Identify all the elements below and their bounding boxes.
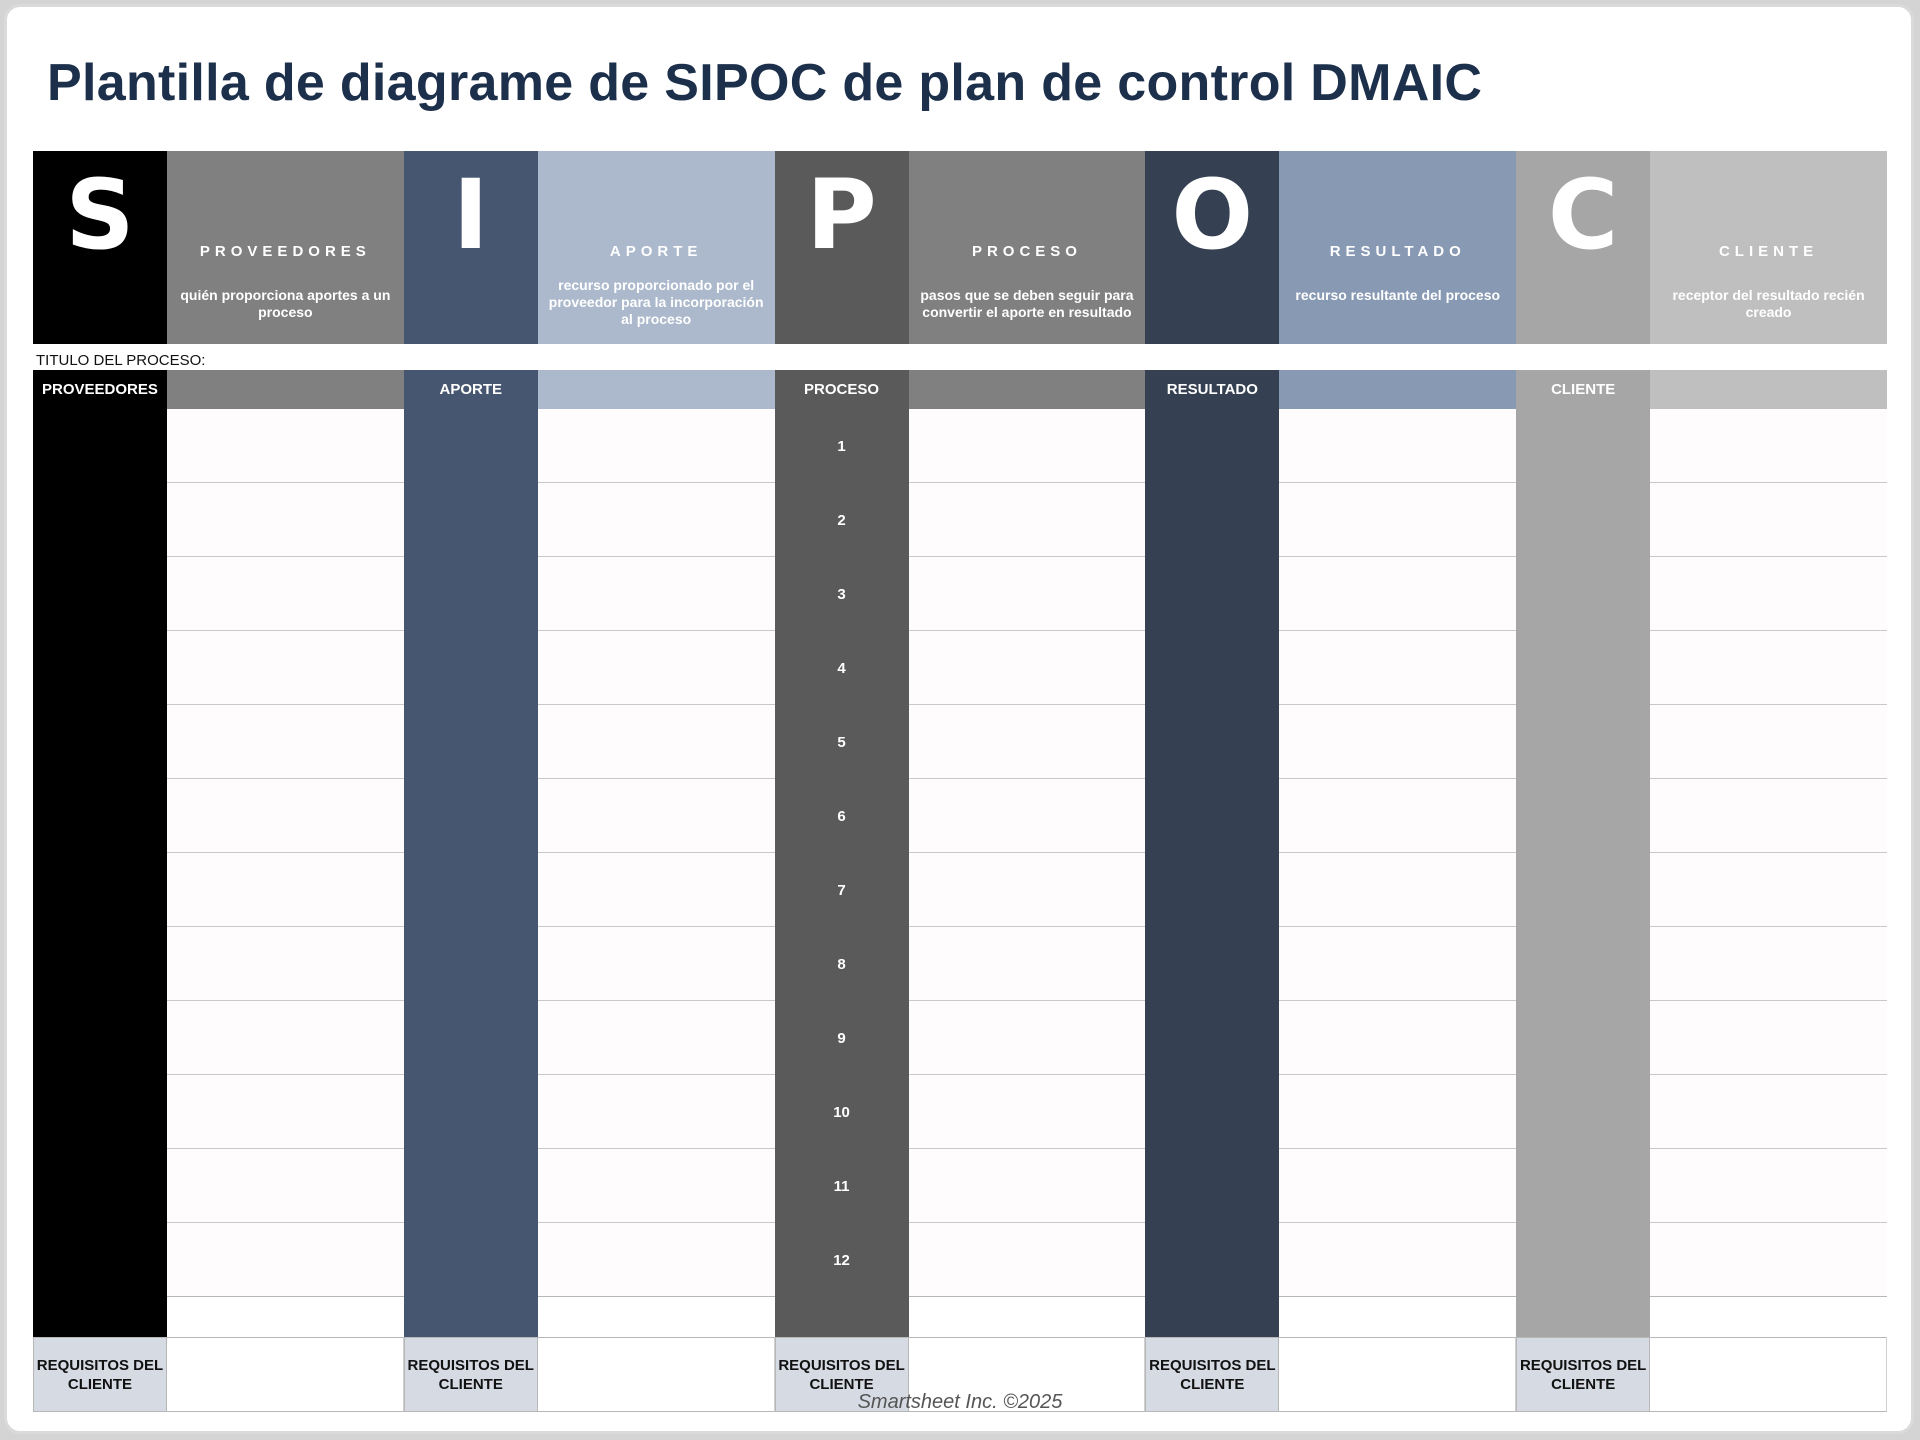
column-aporte: [404, 370, 538, 1412]
entry-cell[interactable]: [538, 1001, 775, 1075]
process-step-number: 7: [837, 881, 846, 899]
entry-cell[interactable]: [1650, 705, 1887, 779]
column-proceso: [775, 370, 909, 1412]
entry-cell[interactable]: [909, 1149, 1146, 1223]
column-body: [775, 409, 909, 1337]
entry-cell[interactable]: [909, 705, 1146, 779]
header-letter-p: P: [775, 151, 909, 344]
column-header: PROCESO: [775, 370, 909, 409]
entry-column-header: [538, 370, 775, 409]
process-step-number: 10: [833, 1103, 850, 1121]
entry-cell[interactable]: [1279, 927, 1516, 1001]
entry-column-header: [1279, 370, 1516, 409]
entry-column-header: [909, 370, 1146, 409]
column-resultado: [1145, 370, 1279, 1412]
header-label: CLIENTE: [1718, 243, 1819, 260]
column-header: APORTE: [404, 370, 538, 409]
header-description-proceso: [909, 151, 1146, 344]
process-title-label: TITULO DEL PROCESO:: [36, 352, 206, 369]
column-body: [1516, 409, 1650, 1337]
entry-column-resultado: [1279, 370, 1516, 1412]
entry-cell[interactable]: [167, 1075, 404, 1149]
entry-cell[interactable]: [909, 409, 1146, 483]
entry-cell[interactable]: [538, 557, 775, 631]
column-header: PROVEEDORES: [33, 370, 167, 409]
entry-cell[interactable]: [1279, 631, 1516, 705]
entry-cell[interactable]: [1279, 853, 1516, 927]
header-description-cliente: [1650, 151, 1887, 344]
process-step-number: 2: [837, 511, 846, 529]
entry-cell[interactable]: [1279, 1223, 1516, 1297]
entry-cell[interactable]: [167, 1223, 404, 1297]
entry-column-aporte: [538, 370, 775, 1412]
column-header: RESULTADO: [1145, 370, 1279, 409]
entry-column-body: [909, 409, 1146, 1337]
customer-requirements-label: REQUISITOS DEL CLIENTE: [775, 1337, 909, 1412]
entry-cell[interactable]: [167, 409, 404, 483]
entry-cell[interactable]: [167, 483, 404, 557]
entry-cell[interactable]: [538, 1223, 775, 1297]
sipoc-header-row: [33, 151, 1887, 344]
header-description-text: pasos que se deben seguir para convertir el aporte en resultado: [920, 287, 1134, 320]
header-description-proveedores: [167, 151, 404, 344]
process-step-number: 5: [837, 733, 846, 751]
entry-cell[interactable]: [538, 483, 775, 557]
process-step-number: 3: [837, 585, 846, 603]
column-body: [1145, 409, 1279, 1337]
entry-cell[interactable]: [538, 779, 775, 853]
process-step-number: 11: [833, 1177, 850, 1195]
entry-cell[interactable]: [538, 1075, 775, 1149]
sipoc-table: [33, 370, 1887, 1412]
header-label: APORTE: [609, 243, 703, 260]
entry-cell[interactable]: [538, 1149, 775, 1223]
entry-cell[interactable]: [1279, 1075, 1516, 1149]
entry-cell[interactable]: [167, 705, 404, 779]
entry-column-body: [1650, 409, 1887, 1337]
footer-copyright: Smartsheet Inc. ©2025: [857, 1391, 1063, 1413]
header-label: PROVEEDORES: [199, 243, 371, 260]
entry-cell[interactable]: [1279, 1001, 1516, 1075]
entry-cell[interactable]: [1650, 779, 1887, 853]
entry-cell[interactable]: [909, 927, 1146, 1001]
customer-requirements-label: REQUISITOS DEL CLIENTE: [1516, 1337, 1650, 1412]
column-proveedores: [33, 370, 167, 1412]
entry-cell[interactable]: [909, 1075, 1146, 1149]
entry-cell[interactable]: [1650, 1149, 1887, 1223]
entry-cell[interactable]: [538, 927, 775, 1001]
entry-cell[interactable]: [909, 557, 1146, 631]
header-label: PROCESO: [971, 243, 1082, 260]
entry-column-header: [1650, 370, 1887, 409]
entry-cell[interactable]: [1650, 409, 1887, 483]
entry-column-cliente: [1650, 370, 1887, 1412]
entry-cell[interactable]: [909, 1001, 1146, 1075]
customer-requirements-label: REQUISITOS DEL CLIENTE: [33, 1337, 167, 1412]
entry-cell[interactable]: [538, 705, 775, 779]
entry-cell[interactable]: [167, 1149, 404, 1223]
entry-cell[interactable]: [909, 1223, 1146, 1297]
entry-cell[interactable]: [167, 557, 404, 631]
entry-cell[interactable]: [1279, 779, 1516, 853]
entry-cell[interactable]: [1279, 409, 1516, 483]
column-body: [33, 409, 167, 1337]
entry-cell[interactable]: [909, 631, 1146, 705]
entry-cell[interactable]: [167, 927, 404, 1001]
header-letter-c: C: [1516, 151, 1650, 344]
header-label: RESULTADO: [1329, 243, 1466, 260]
entry-column-body: [538, 409, 775, 1337]
entry-cell[interactable]: [1279, 705, 1516, 779]
header-description-text: receptor del resultado recién creado: [1672, 287, 1865, 320]
column-header: CLIENTE: [1516, 370, 1650, 409]
header-description-resultado: [1279, 151, 1516, 344]
entry-column-proceso: [909, 370, 1146, 1412]
process-step-number: 9: [837, 1029, 846, 1047]
entry-cell[interactable]: [1279, 1149, 1516, 1223]
column-cliente: [1516, 370, 1650, 1412]
customer-requirements-label: REQUISITOS DEL CLIENTE: [1145, 1337, 1279, 1412]
entry-cell[interactable]: [909, 779, 1146, 853]
process-step-number: 1: [837, 437, 846, 455]
header-description-text: quién proporciona aportes a un proceso: [180, 287, 391, 320]
process-step-number: 8: [837, 955, 846, 973]
entry-cell[interactable]: [167, 779, 404, 853]
entry-cell[interactable]: [1279, 483, 1516, 557]
entry-cell[interactable]: [538, 409, 775, 483]
header-description-aporte: [538, 151, 775, 344]
customer-requirements-label: REQUISITOS DEL CLIENTE: [404, 1337, 538, 1412]
entry-cell[interactable]: [1650, 483, 1887, 557]
entry-cell[interactable]: [1650, 631, 1887, 705]
process-step-number: 4: [837, 659, 846, 677]
header-letter-s: S: [33, 151, 167, 344]
entry-cell[interactable]: [1650, 557, 1887, 631]
entry-column-body: [1279, 409, 1516, 1337]
page-title: Plantilla de diagrame de SIPOC de plan de control DMAIC: [47, 54, 1483, 112]
entry-cell[interactable]: [909, 853, 1146, 927]
entry-cell[interactable]: [1650, 927, 1887, 1001]
header-letter-i: I: [404, 151, 538, 344]
entry-column-header: [167, 370, 404, 409]
header-description-text: recurso resultante del proceso: [1295, 287, 1501, 303]
header-description-text: recurso proporcionado por el proveedor para la incorporación al proceso: [548, 277, 764, 327]
entry-column-body: [167, 409, 404, 1337]
header-letter-o: O: [1145, 151, 1279, 344]
process-step-number: 12: [833, 1251, 850, 1269]
entry-cell[interactable]: [1650, 1223, 1887, 1297]
entry-cell[interactable]: [1650, 853, 1887, 927]
entry-cell[interactable]: [538, 853, 775, 927]
entry-cell[interactable]: [1650, 1075, 1887, 1149]
entry-cell[interactable]: [1279, 557, 1516, 631]
column-body: [404, 409, 538, 1337]
entry-cell[interactable]: [167, 853, 404, 927]
entry-cell[interactable]: [909, 483, 1146, 557]
entry-cell[interactable]: [167, 631, 404, 705]
entry-cell[interactable]: [1650, 1001, 1887, 1075]
entry-cell[interactable]: [538, 631, 775, 705]
entry-cell[interactable]: [167, 1001, 404, 1075]
entry-column-proveedores: [167, 370, 404, 1412]
process-step-number: 6: [837, 807, 846, 825]
